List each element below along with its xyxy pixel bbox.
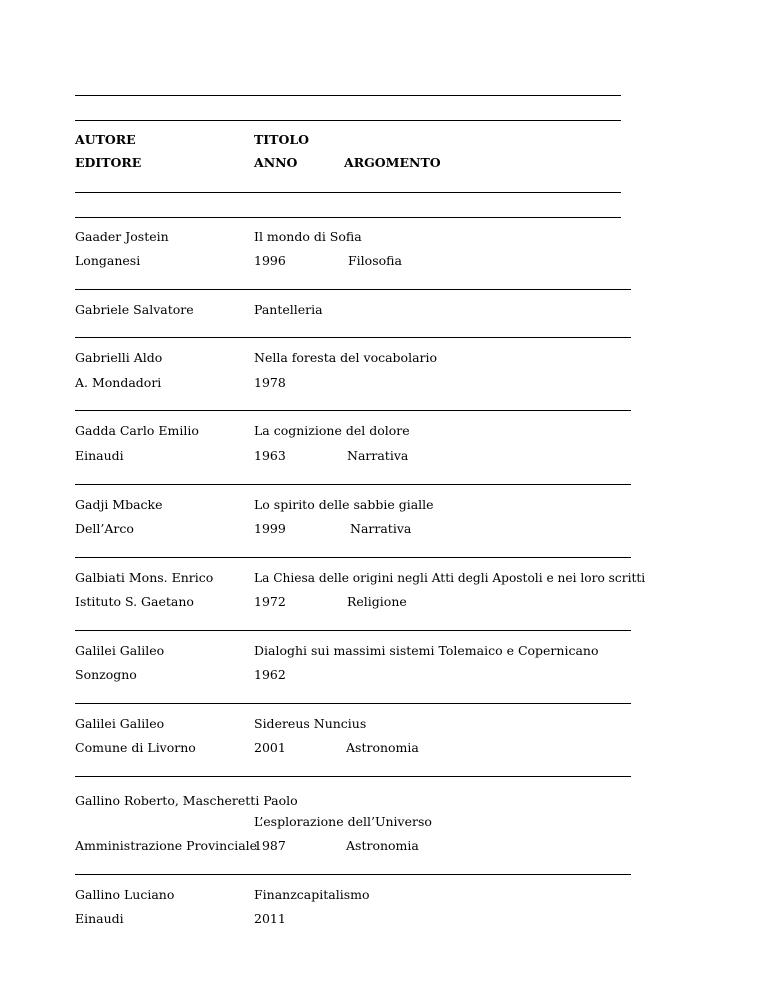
entry-author: Gadji Mbacke bbox=[75, 497, 163, 512]
entry-divider bbox=[75, 776, 631, 777]
entry-divider bbox=[75, 410, 631, 411]
entry-year: 1987 bbox=[254, 838, 286, 853]
entry-subject: Filosofia bbox=[348, 253, 402, 268]
entry-subject: Narrativa bbox=[350, 521, 412, 536]
entry-publisher: Amministrazione Provinciale bbox=[75, 838, 258, 853]
entry-year: 1972 bbox=[254, 594, 286, 609]
entry-title: Finanzcapitalismo bbox=[254, 887, 370, 902]
entry-publisher: Istituto S. Gaetano bbox=[75, 594, 194, 609]
entry-year: 1962 bbox=[254, 667, 286, 682]
entry-publisher: Einaudi bbox=[75, 911, 124, 926]
entry-year: 2011 bbox=[254, 911, 286, 926]
header-rule-top-2 bbox=[75, 120, 621, 121]
entry-title: Sidereus Nuncius bbox=[254, 716, 367, 731]
entry-title: L’esplorazione dell’Universo bbox=[254, 814, 432, 829]
entry-divider bbox=[75, 630, 631, 631]
entry-author: Gallino Roberto, Mascheretti Paolo bbox=[75, 793, 298, 808]
header-anno: ANNO bbox=[254, 155, 298, 170]
entry-title: Lo spirito delle sabbie gialle bbox=[254, 497, 434, 512]
entry-divider bbox=[75, 557, 631, 558]
entry-author: Gabrielli Aldo bbox=[75, 350, 163, 365]
entry-title: La cognizione del dolore bbox=[254, 423, 410, 438]
entry-author: Galilei Galileo bbox=[75, 716, 165, 731]
entry-author: Gallino Luciano bbox=[75, 887, 175, 902]
entry-subject: Narrativa bbox=[347, 448, 409, 463]
entry-divider bbox=[75, 484, 631, 485]
header-argomento: ARGOMENTO bbox=[344, 155, 441, 170]
entry-year: 1963 bbox=[254, 448, 286, 463]
entry-divider bbox=[75, 703, 631, 704]
entry-publisher: Comune di Livorno bbox=[75, 740, 196, 755]
entry-publisher: Longanesi bbox=[75, 253, 141, 268]
entry-year: 1999 bbox=[254, 521, 286, 536]
header-rule-bottom-1 bbox=[75, 192, 621, 193]
entry-divider bbox=[75, 337, 631, 338]
entry-subject: Astronomia bbox=[346, 740, 419, 755]
header-editore: EDITORE bbox=[75, 155, 142, 170]
entry-divider bbox=[75, 289, 631, 290]
entry-author: Gadda Carlo Emilio bbox=[75, 423, 199, 438]
header-titolo: TITOLO bbox=[254, 132, 310, 147]
entry-title: La Chiesa delle origini negli Atti degli Apostoli e nei loro scritti bbox=[254, 571, 646, 585]
entry-author: Gaader Jostein bbox=[75, 229, 169, 244]
entry-year: 1996 bbox=[254, 253, 286, 268]
entry-title: Pantelleria bbox=[254, 302, 323, 317]
entry-publisher: Dell’Arco bbox=[75, 521, 134, 536]
entry-author: Gabriele Salvatore bbox=[75, 302, 194, 317]
entry-title: Nella foresta del vocabolario bbox=[254, 350, 438, 365]
entry-subject: Astronomia bbox=[346, 838, 419, 853]
entry-author: Galilei Galileo bbox=[75, 643, 165, 658]
entry-publisher: Einaudi bbox=[75, 448, 124, 463]
entry-divider bbox=[75, 874, 631, 875]
entry-year: 1978 bbox=[254, 375, 286, 390]
entry-author: Galbiati Mons. Enrico bbox=[75, 570, 214, 585]
entry-publisher: Sonzogno bbox=[75, 667, 137, 682]
entry-subject: Religione bbox=[347, 594, 407, 609]
entry-title: Il mondo di Sofia bbox=[254, 229, 362, 244]
header-autore: AUTORE bbox=[75, 132, 136, 147]
header-rule-bottom-2 bbox=[75, 217, 621, 218]
entry-publisher: A. Mondadori bbox=[75, 375, 162, 390]
entry-year: 2001 bbox=[254, 740, 286, 755]
entry-title: Dialoghi sui massimi sistemi Tolemaico e Copernicano bbox=[254, 643, 599, 658]
header-rule-top-1 bbox=[75, 95, 621, 96]
